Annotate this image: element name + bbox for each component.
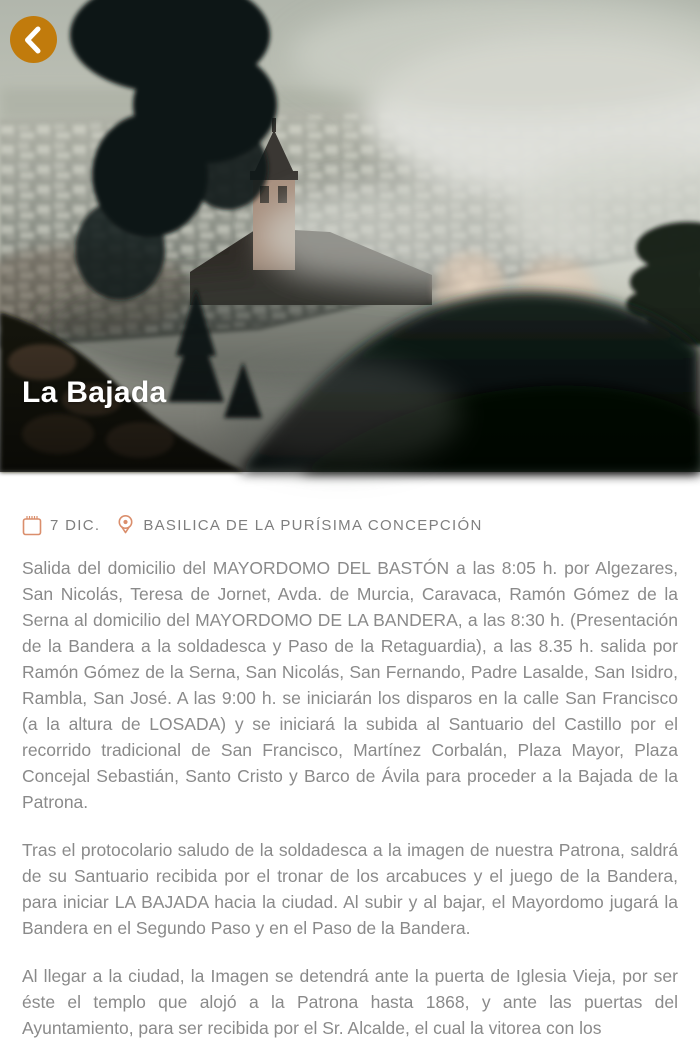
map-pin-icon xyxy=(116,514,135,536)
event-date-label: 7 DIC. xyxy=(50,516,101,534)
event-location xyxy=(116,514,482,536)
back-button[interactable] xyxy=(10,16,57,63)
paragraph: Tras el protocolario saludo de la soldadesca a la imagen de nuestra Patrona, saldrá de su Santuario recibida por el tronar de los arcabuces y el juego de la Bandera, para iniciar LA BAJADA hacia la ciudad. Al subir y al bajar, el Mayordomo jugará la Bandera en el Segundo Paso y en el Paso de la Bandera. xyxy=(22,840,678,938)
event-location-label: BASILICA DE LA PURÍSIMA CONCEPCIÓN xyxy=(143,516,483,534)
hero-section xyxy=(0,0,700,472)
event-date xyxy=(22,515,100,536)
event-meta-row xyxy=(22,514,678,536)
paragraph: Al llegar a la ciudad, la Imagen se detendrá ante la puerta de Iglesia Vieja, por ser éste el templo que alojó a la Patrona hasta 1868, y ante las puertas del Ayuntamiento, para ser recibida por el Sr. Alcalde, el cual la vitorea con los xyxy=(22,966,678,1038)
paragraph: Salida del domicilio del MAYORDOMO DEL BASTÓN a las 8:05 h. por Algezares, San Nicolás, Teresa de Jornet, Avda. de Murcia, Caravaca, Ramón Gómez de la Serna al domicilio del MAYORDOMO DE LA BANDERA, a las 8:30 h. (Presentación de la Bandera a la soldadesca y Paso de la Retaguardia), a las 8.35 h. salida por Ramón Gómez de la Serna, San Nicolás, San Fernando, Padre Lasalde, San Isidro, Rambla, San José. A las 9:00 h. se iniciarán los disparos en la calle San Francisco (a la altura de LOSADA) y se iniciará la subida al Santuario del Castillo por el recorrido tradicional de San Francisco, Martínez Corbalán, Plaza Mayor, Plaza Concejal Sebastián, Santo Cristo y Barco de Ávila para proceder a la Bajada de la Patrona. xyxy=(22,558,678,812)
event-description xyxy=(22,555,678,1041)
page-title: La Bajada xyxy=(22,376,167,409)
calendar-icon xyxy=(22,515,42,536)
content-area xyxy=(0,472,700,1041)
chevron-left-icon xyxy=(10,16,58,64)
